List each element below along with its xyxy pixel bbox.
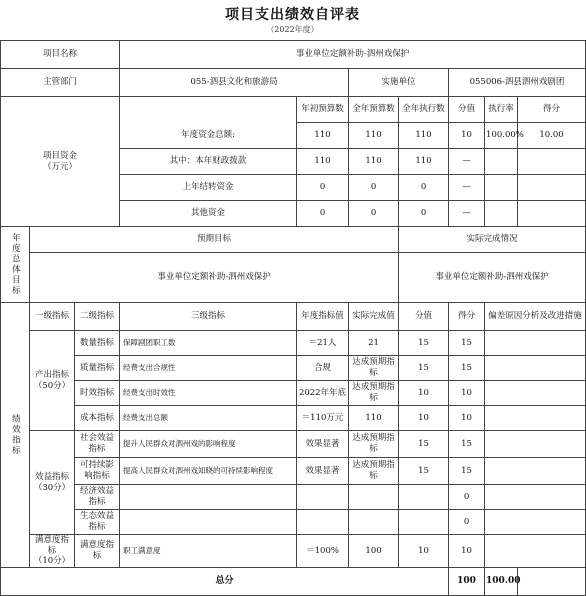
funds-header-6: 得分 — [518, 97, 586, 123]
perf-note — [485, 381, 586, 406]
total-label: 总分 — [1, 567, 449, 595]
perf-l2: 社会效益指标 — [75, 431, 120, 458]
perf-note — [485, 431, 586, 458]
perf-row — [1, 381, 586, 406]
perf-got: 10 — [449, 406, 485, 431]
perf-actual: 达成预期指标 — [349, 356, 399, 381]
total-score: 100 — [449, 567, 485, 595]
perf-actual — [349, 510, 399, 535]
perf-row — [1, 535, 586, 568]
perf-target: ＝100% — [297, 535, 349, 568]
funds-cell: 0 — [349, 175, 399, 201]
perf-header-score: 分值 — [399, 303, 449, 331]
perf-row — [1, 485, 586, 510]
funds-row-label: 上年结转资金 — [120, 175, 297, 201]
expected-goal: 事业单位定额补助-泗州戏保护 — [30, 253, 399, 303]
funds-cell: 10.00 — [518, 123, 586, 149]
funds-header-1: 年初预算数 — [297, 97, 349, 123]
perf-target: 效果显著 — [297, 458, 349, 485]
perf-target: 合规 — [297, 356, 349, 381]
funds-cell: 10 — [449, 123, 485, 149]
perf-header-l1: 一级指标 — [30, 303, 75, 331]
funds-cell — [518, 149, 586, 175]
perf-got: 15 — [449, 356, 485, 381]
perf-l2: 数量指标 — [75, 331, 120, 356]
form-year: （2022年度） — [266, 25, 319, 34]
total-got: 100.00 — [485, 567, 518, 595]
perf-header-target: 年度指标值 — [297, 303, 349, 331]
perf-label: 绩效指标 — [1, 303, 30, 568]
funds-cell: 110 — [399, 123, 449, 149]
perf-actual — [349, 485, 399, 510]
perf-note — [485, 331, 586, 356]
project-name-row — [1, 41, 586, 69]
project-name-value: 事业单位定额补助-泗州戏保护 — [120, 41, 586, 69]
perf-target — [297, 510, 349, 535]
perf-got: 0 — [449, 510, 485, 535]
funds-cell: 110 — [297, 123, 349, 149]
perf-l2: 生态效益指标 — [75, 510, 120, 535]
goals-header-row — [1, 227, 586, 253]
perf-score: 15 — [399, 356, 449, 381]
funds-header-4: 分值 — [449, 97, 485, 123]
funds-cell — [485, 175, 518, 201]
perf-actual: 达成预期指标 — [349, 381, 399, 406]
funds-row-label: 其中：本年财政拨款 — [120, 149, 297, 175]
perf-header-l3: 三级指标 — [120, 303, 297, 331]
perf-target: ＝21人 — [297, 331, 349, 356]
department-row — [1, 69, 586, 97]
funds-header-blank — [120, 97, 297, 123]
funds-cell: 100.00% — [485, 123, 518, 149]
perf-l2: 质量指标 — [75, 356, 120, 381]
perf-l3: 提升人民群众对泗州戏的影响程度 — [120, 431, 297, 458]
satisfaction-group-label: 满意度指标 （10分） — [30, 535, 75, 568]
benefit-group-label: 效益指标 （30分） — [30, 431, 75, 535]
form-title: 项目支出绩效自评表 — [225, 7, 360, 23]
total-note — [518, 567, 586, 595]
funds-cell: 0 — [297, 201, 349, 227]
perf-actual: 达成预期指标 — [349, 458, 399, 485]
perf-score: 10 — [399, 381, 449, 406]
perf-target: 效果显著 — [297, 431, 349, 458]
evaluation-table — [0, 40, 586, 596]
perf-l3: 职工满意度 — [120, 535, 297, 568]
perf-header-row — [1, 303, 586, 331]
perf-actual: 110 — [349, 406, 399, 431]
perf-score — [399, 485, 449, 510]
funds-cell: 0 — [297, 175, 349, 201]
perf-target: ＝110万元 — [297, 406, 349, 431]
perf-l3: 经费支出合规性 — [120, 356, 297, 381]
perf-note — [485, 485, 586, 510]
perf-row — [1, 458, 586, 485]
perf-score: 15 — [399, 431, 449, 458]
funds-label: 项目资金 （万元） — [1, 97, 120, 227]
funds-cell — [518, 175, 586, 201]
perf-note — [485, 406, 586, 431]
expected-goal-label: 预期目标 — [30, 227, 399, 253]
perf-header-actual: 实际完成值 — [349, 303, 399, 331]
goals-content-row — [1, 253, 586, 303]
funds-cell: — — [449, 201, 485, 227]
perf-note — [485, 510, 586, 535]
perf-got: 10 — [449, 535, 485, 568]
perf-l3: 保障剧团职工数 — [120, 331, 297, 356]
funds-cell — [485, 201, 518, 227]
perf-score — [399, 510, 449, 535]
perf-score: 15 — [399, 331, 449, 356]
perf-score: 15 — [399, 458, 449, 485]
perf-got: 10 — [449, 381, 485, 406]
perf-l3 — [120, 510, 297, 535]
funds-cell: 0 — [399, 201, 449, 227]
funds-cell: 110 — [399, 149, 449, 175]
funds-header-5: 执行率 — [485, 97, 518, 123]
actual-goal: 事业单位定额补助-泗州戏保护 — [399, 253, 586, 303]
perf-target — [297, 485, 349, 510]
perf-l2: 可持续影响指标 — [75, 458, 120, 485]
impl-name: 055006-泗县泗州戏剧团 — [449, 69, 586, 97]
perf-row — [1, 406, 586, 431]
perf-l2: 满意度指标 — [75, 535, 120, 568]
funds-cell: 110 — [349, 149, 399, 175]
funds-cell: 110 — [349, 123, 399, 149]
funds-row-label: 其他资金 — [120, 201, 297, 227]
project-name-label: 项目名称 — [1, 41, 120, 69]
perf-actual: 100 — [349, 535, 399, 568]
perf-got: 0 — [449, 485, 485, 510]
funds-cell — [485, 149, 518, 175]
funds-cell: — — [449, 149, 485, 175]
perf-row — [1, 331, 586, 356]
perf-row — [1, 431, 586, 458]
perf-l2: 经济效益指标 — [75, 485, 120, 510]
perf-note — [485, 535, 586, 568]
funds-cell: — — [449, 175, 485, 201]
perf-row — [1, 356, 586, 381]
actual-goal-label: 实际完成情况 — [399, 227, 586, 253]
perf-got: 15 — [449, 458, 485, 485]
perf-actual: 达成预期指标 — [349, 431, 399, 458]
perf-actual: 21 — [349, 331, 399, 356]
perf-l3: 经费支出时效性 — [120, 381, 297, 406]
goals-label: 年度总体目标 — [1, 227, 30, 303]
funds-header-row — [1, 97, 586, 123]
perf-header-l2: 二级指标 — [75, 303, 120, 331]
dept-label: 主管部门 — [1, 69, 120, 97]
output-group-label: 产出指标 （50分） — [30, 331, 75, 431]
perf-target: 2022年年底 — [297, 381, 349, 406]
perf-l3 — [120, 485, 297, 510]
impl-label: 实施单位 — [349, 69, 449, 97]
perf-note — [485, 458, 586, 485]
funds-row-label: 年度资金总额: — [120, 123, 297, 149]
perf-note — [485, 356, 586, 381]
funds-cell: 0 — [349, 201, 399, 227]
funds-cell: 110 — [297, 149, 349, 175]
perf-row — [1, 510, 586, 535]
perf-score: 10 — [399, 535, 449, 568]
perf-header-note: 偏差原因分析及改进措施 — [485, 303, 586, 331]
funds-header-3: 全年执行数 — [399, 97, 449, 123]
funds-cell: 0 — [399, 175, 449, 201]
funds-cell — [518, 201, 586, 227]
perf-l2: 时效指标 — [75, 381, 120, 406]
funds-header-2: 全年预算数 — [349, 97, 399, 123]
perf-got: 15 — [449, 331, 485, 356]
perf-l3: 提高人民群众对泗州戏知晓的可持续影响程度 — [120, 458, 297, 485]
perf-got: 15 — [449, 431, 485, 458]
perf-l3: 经费支出总额 — [120, 406, 297, 431]
total-row — [1, 567, 586, 595]
perf-header-got: 得分 — [449, 303, 485, 331]
perf-score: 10 — [399, 406, 449, 431]
perf-l2: 成本指标 — [75, 406, 120, 431]
dept-name: 055-泗县文化和旅游局 — [120, 69, 349, 97]
